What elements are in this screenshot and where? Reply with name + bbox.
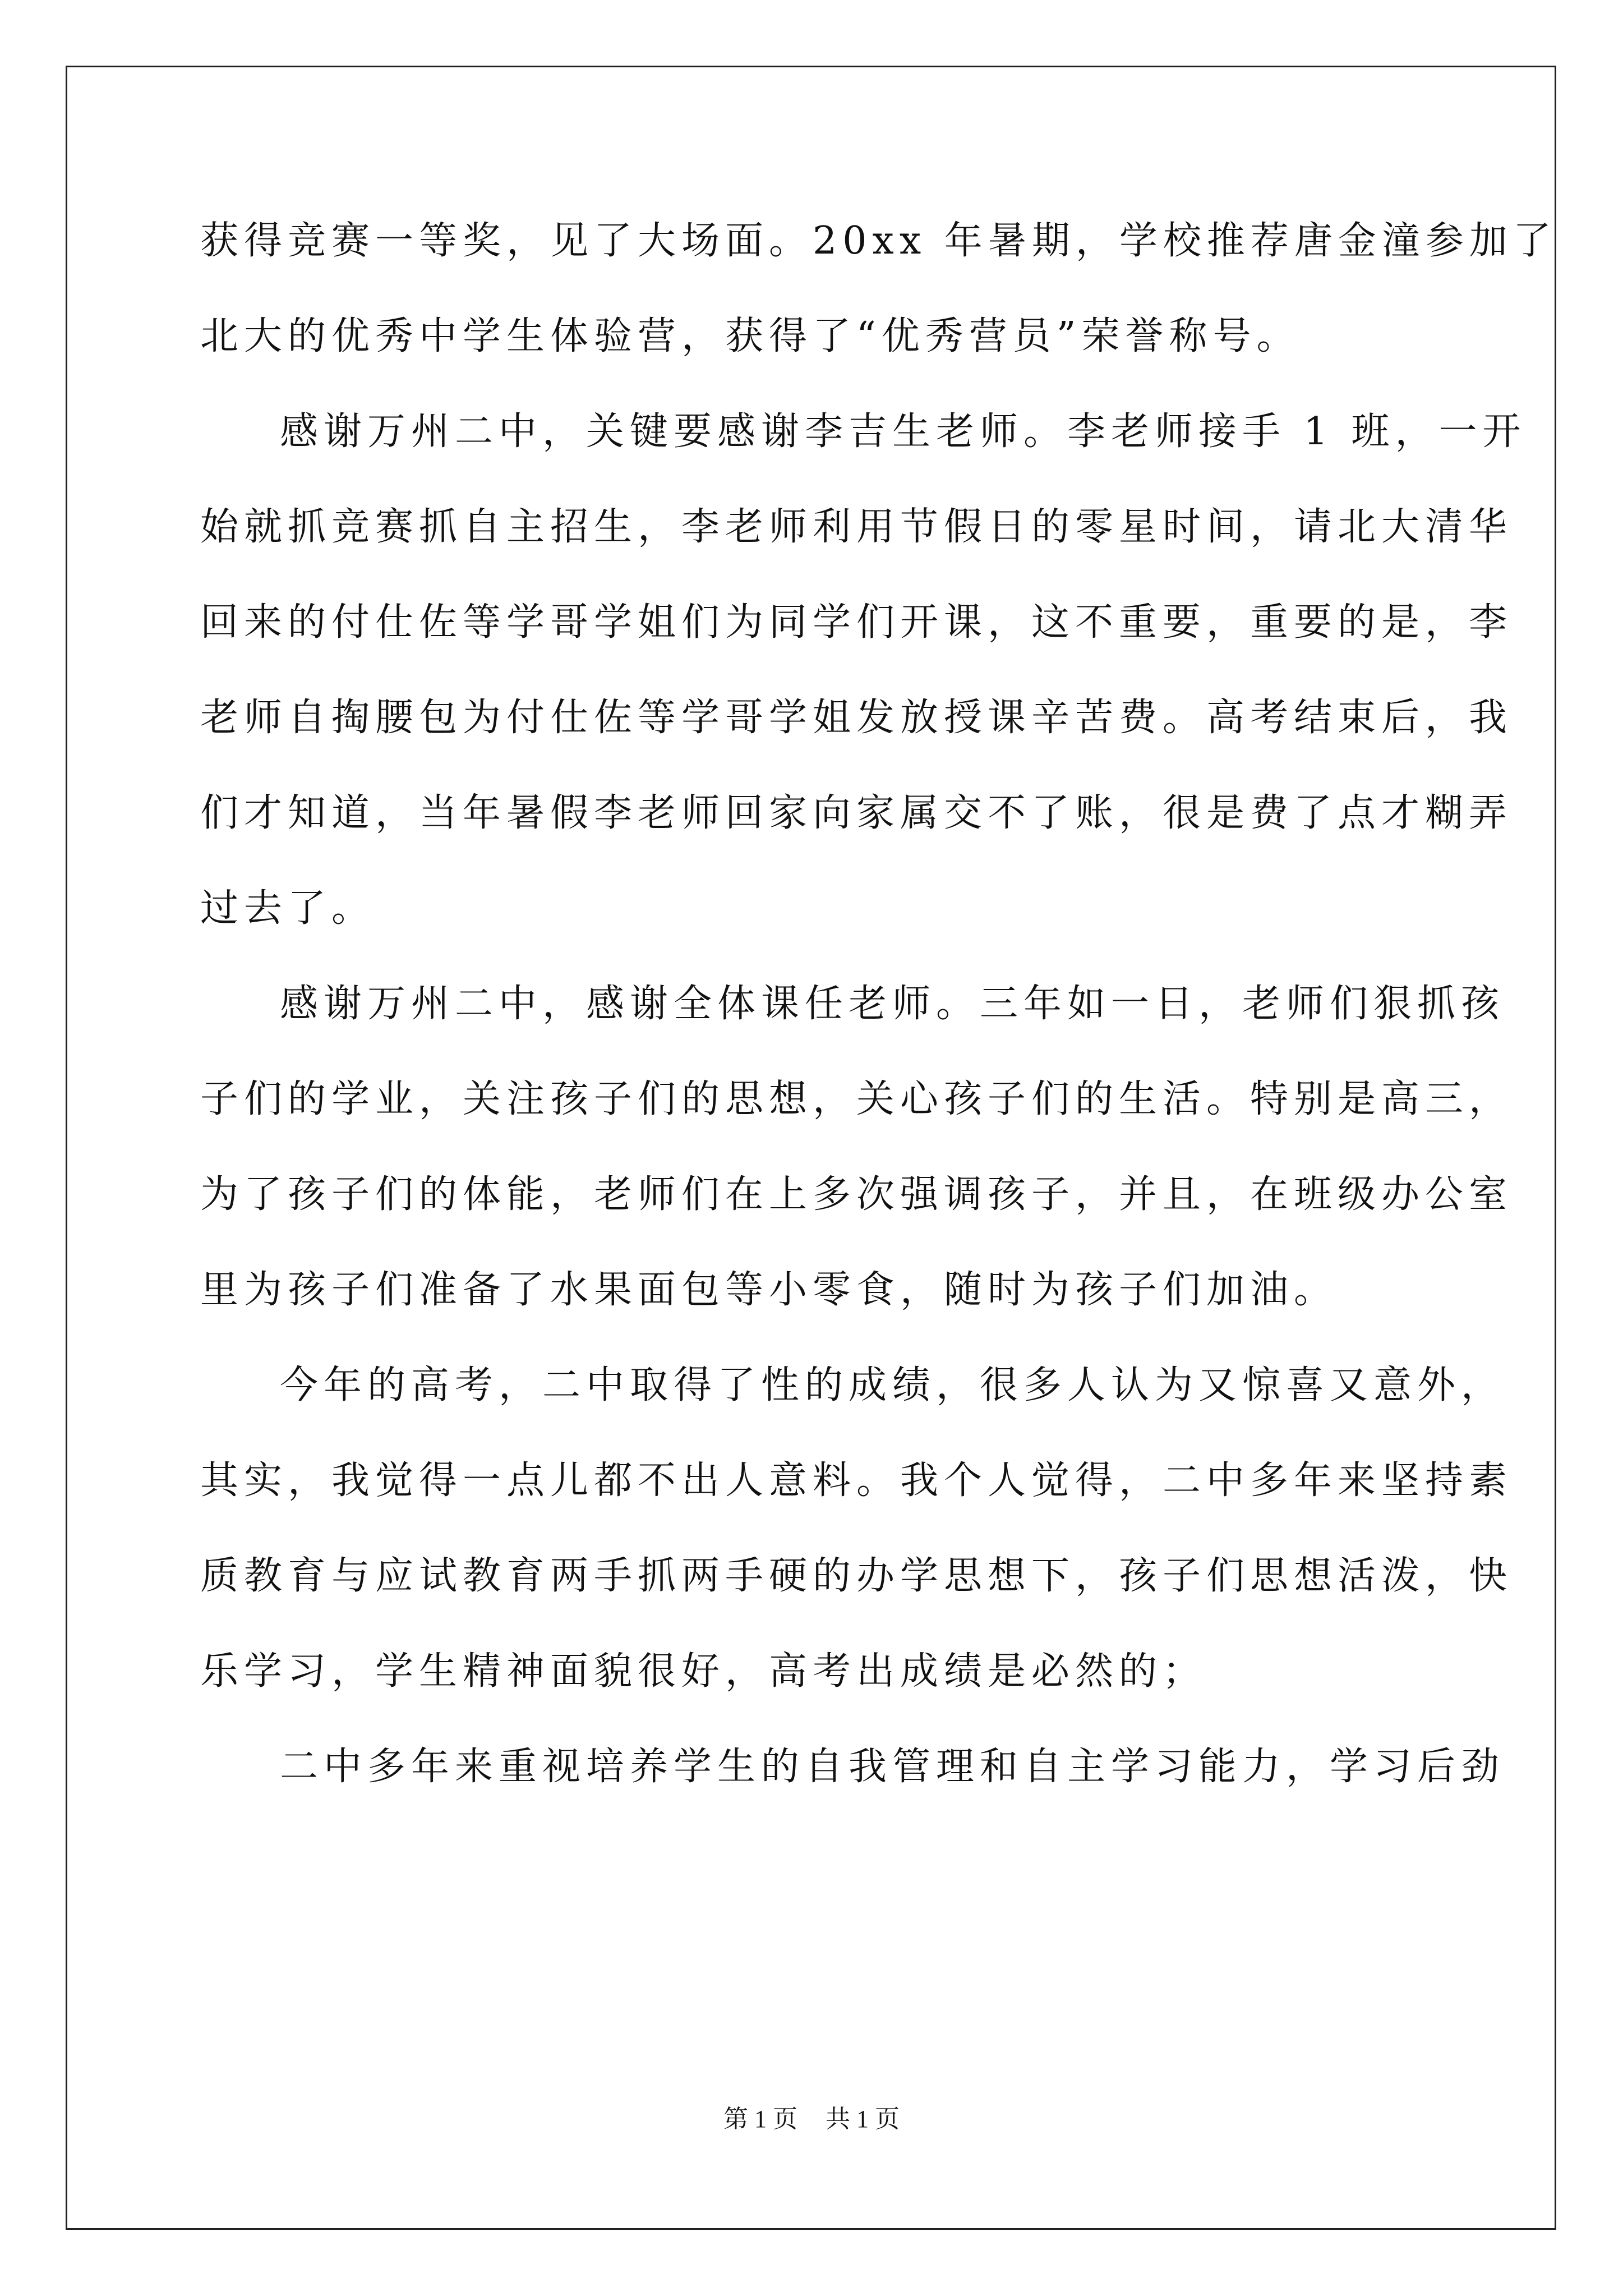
paragraph-line: 老师自掏腰包为付仕佐等学哥学姐发放授课辛苦费。高考结束后，我 (200, 696, 1513, 740)
paragraph-line: 子们的学业，关注孩子们的思想，关心孩子们的生活。特别是高三， (200, 1077, 1513, 1121)
paragraph-line: 回来的付仕佐等学哥学姐们为同学们开课，这不重要，重要的是，李 (200, 600, 1513, 645)
paragraph-line: 乐学习，学生精神面貌很好，高考出成绩是必然的； (200, 1649, 1207, 1694)
paragraph-line: 过去了。 (200, 886, 376, 931)
paragraph-line: 里为孩子们准备了水果面包等小零食，随时为孩子们加油。 (200, 1268, 1338, 1312)
paragraph-line: 感谢万州二中，关键要感谢李吉生老师。李老师接手 1 班，一开 (280, 409, 1527, 454)
page-border (66, 66, 1556, 2230)
paragraph-line: 其实，我觉得一点儿都不出人意料。我个人觉得，二中多年来坚持素 (200, 1458, 1513, 1503)
page-total: 共 1 页 (826, 2105, 900, 2133)
paragraph-line: 为了孩子们的体能，老师们在上多次强调孩子，并且，在班级办公室 (200, 1172, 1513, 1217)
page-number: 第 1 页 (723, 2105, 797, 2133)
paragraph-line: 北大的优秀中学生体验营，获得了“优秀营员”荣誉称号。 (200, 314, 1301, 358)
paragraph-line: 二中多年来重视培养学生的自我管理和自主学习能力，学习后劲 (280, 1745, 1505, 1789)
paragraph-line: 们才知道，当年暑假李老师回家向家属交不了账，很是费了点才糊弄 (200, 791, 1513, 835)
paragraph-line: 质教育与应试教育两手抓两手硬的办学思想下，孩子们思想活泼，快 (200, 1554, 1513, 1598)
paragraph-line: 感谢万州二中，感谢全体课任老师。三年如一日，老师们狠抓孩 (280, 982, 1505, 1026)
paragraph-line: 获得竞赛一等奖，见了大场面。20xx 年暑期，学校推荐唐金潼参加了 (200, 219, 1557, 263)
paragraph-line: 始就抓竞赛抓自主招生，李老师利用节假日的零星时间，请北大清华 (200, 505, 1513, 549)
page-footer (0, 2102, 1623, 2136)
paragraph-line: 今年的高考，二中取得了性的成绩，很多人认为又惊喜又意外， (280, 1363, 1505, 1407)
